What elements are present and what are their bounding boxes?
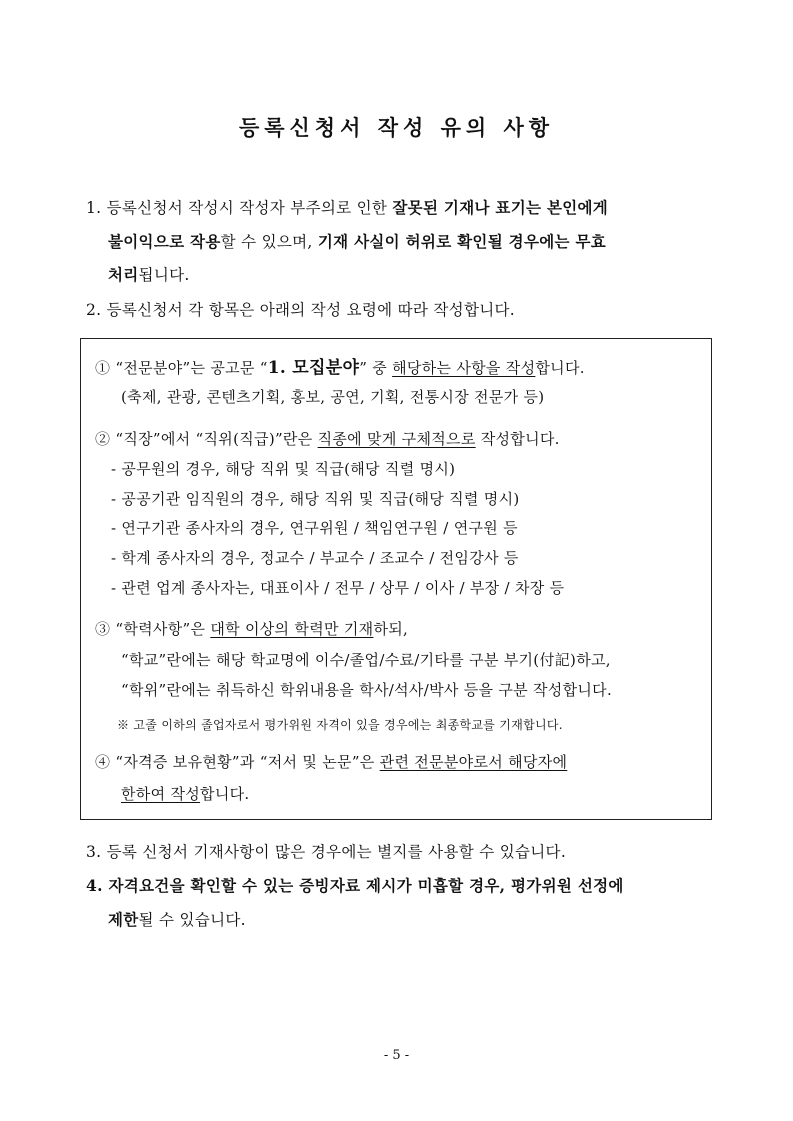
page-number: - 5 - (383, 1048, 410, 1063)
item-1-line-1 (86, 196, 608, 218)
s3-text-a: ③ “학력사항”은 (95, 620, 211, 638)
s2-list-item: - 공무원의 경우, 해당 직위 및 직급(해당 직렬 명시) (111, 460, 456, 478)
instructions-box (80, 338, 712, 820)
s2-list-item: - 학계 종사자의 경우, 정교수 / 부교수 / 조교수 / 전임강사 등 (111, 549, 519, 567)
box-section-3-line-2: “학교”란에는 해당 학교명에 이수/졸업/수료/기타를 구분 부기(付記)하고, (121, 651, 611, 669)
item-2-text: 등록신청서 각 항목은 아래의 작성 요령에 따라 작성합니다. (106, 301, 515, 319)
s2-underlined: 직종에 맞게 구체적으로 (317, 430, 476, 448)
item-1-line-3 (108, 263, 190, 285)
box-section-1-sub: (축제, 관광, 콘텐츠기획, 홍보, 공연, 기획, 전통시장 전문가 등) (121, 388, 545, 406)
s2-list-item: - 공공기관 임직원의 경우, 해당 직위 및 직급(해당 직렬 명시) (111, 490, 520, 508)
s1-text-a: ① “전문분야”는 공고문 “ (95, 359, 268, 377)
item-1-line-2 (108, 230, 606, 252)
s2-list-item: - 연구기관 종사자의 경우, 연구위원 / 책임연구원 / 연구원 등 (111, 519, 518, 537)
item-3-line (86, 840, 566, 862)
s1-recruit-field: 1. 모집분야 (267, 358, 360, 378)
s3-underlined: 대학 이상의 학력만 기재 (210, 620, 374, 638)
item-2-line (86, 298, 515, 320)
s2-list-item: - 관련 업계 종사자는, 대표이사 / 전무 / 상무 / 이사 / 부장 / 차장 등 (111, 579, 565, 597)
item-1-plain-end: 됩니다. (138, 266, 190, 284)
s1-text-c: ” 중 (359, 359, 393, 377)
s4-text-a: ④ “자격증 보유현황”과 “저서 및 논문”은 (95, 753, 380, 771)
item-2-number: 2. (86, 301, 102, 319)
item-4-line-1 (86, 874, 624, 896)
item-1-bold-false-fact: 기재 사실이 허위로 확인될 경우에는 무효 (317, 232, 607, 251)
box-section-4-line-1 (95, 751, 567, 772)
box-section-1-line-1 (95, 353, 585, 378)
item-1-text-plain: 등록신청서 작성시 작성자 부주의로 인한 (106, 199, 393, 217)
box-section-3-line-1 (95, 618, 408, 639)
s2-text-a: ② “직장”에서 “직위(직급)”란은 (95, 430, 318, 448)
item-4-text-bold: 자격요건을 확인할 수 있는 증빙자료 제시가 미흡할 경우, 평가위원 선정에 (108, 876, 624, 895)
s1-text-e: 합니다. (535, 359, 585, 377)
item-1-plain-mid: 할 수 있으며, (220, 233, 318, 251)
item-1-number: 1. (86, 199, 102, 217)
item-1-bold-processing: 처리 (108, 265, 139, 284)
item-1-bold-disadvantage: 불이익으로 작용 (108, 232, 221, 251)
s2-text-c: 작성합니다. (475, 430, 560, 448)
item-4-line-2 (108, 908, 246, 930)
box-section-4-line-2 (121, 783, 249, 804)
s1-underlined: 해당하는 사항을 작성 (392, 359, 536, 377)
s3-text-c: 하되, (373, 620, 409, 638)
box-section-2-line-1 (95, 428, 560, 449)
page-title: 등록신청서 작성 유의 사항 (238, 115, 555, 140)
item-1-text-bold: 잘못된 기재나 표기는 본인에게 (392, 198, 609, 217)
box-section-3-line-3: “학위”란에는 취득하신 학위내용을 학사/석사/박사 등을 구분 작성합니다. (121, 681, 613, 699)
s4-underlined-1: 관련 전문분야로서 해당자에 (379, 753, 568, 771)
item-4-bold-restriction: 제한 (108, 910, 139, 929)
box-section-3-note: ※ 고졸 이하의 졸업자로서 평가위원 자격이 있을 경우에는 최종학교를 기재합니다. (117, 718, 563, 732)
item-4-number: 4. (86, 876, 103, 895)
item-3-number: 3. (86, 843, 102, 861)
item-3-text: 등록 신청서 기재사항이 많은 경우에는 별지를 사용할 수 있습니다. (106, 843, 567, 861)
item-4-plain-end: 될 수 있습니다. (138, 911, 246, 929)
s4-text-d: 합니다. (200, 785, 250, 803)
s4-underlined-2: 한하여 작성 (121, 785, 201, 803)
